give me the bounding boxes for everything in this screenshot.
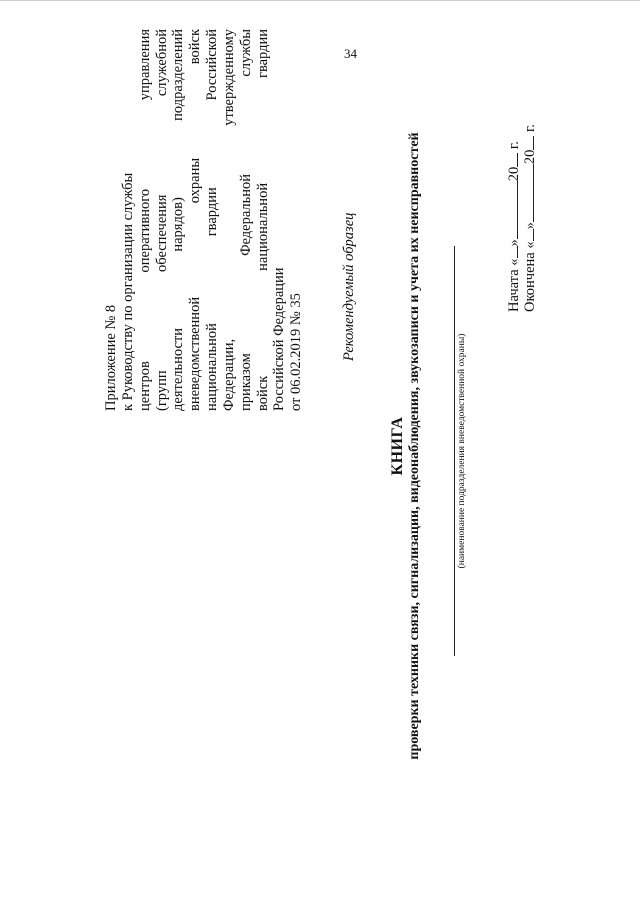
- started-month-blank: [505, 181, 518, 239]
- appendix-line: национальной гвардии Российской: [204, 29, 221, 411]
- top-border: [0, 0, 640, 1]
- rotated-page-content: [99, 6, 599, 886]
- appendix-block: [103, 29, 305, 411]
- finished-year-blank: [521, 136, 534, 150]
- finished-day-blank: [521, 229, 534, 241]
- book-title: КНИГА: [389, 416, 406, 476]
- appendix-line: к Руководству по организации службы: [119, 172, 136, 411]
- finished-month-blank: [521, 164, 534, 222]
- appendix-line: приказом Федеральной службы: [237, 29, 254, 411]
- started-year-prefix: 20: [506, 166, 522, 182]
- appendix-line: вневедомственной охраны войск: [187, 29, 204, 411]
- unit-name-line: [454, 246, 455, 656]
- finished-prefix: Окончена «: [522, 241, 538, 312]
- started-suffix: г.: [506, 141, 522, 150]
- appendix-line: центров оперативного управления: [136, 29, 153, 411]
- finished-year-prefix: 20: [522, 149, 538, 165]
- appendix-line: Приложение № 8: [103, 304, 119, 411]
- finished-date-line: [521, 124, 539, 312]
- appendix-line: войск национальной гвардии: [254, 29, 271, 411]
- appendix-line: деятельности нарядов) подразделений: [170, 29, 187, 411]
- started-year-blank: [505, 153, 518, 167]
- unit-name-caption: (наименование подразделения вневедомственной охраны): [457, 333, 467, 569]
- started-mid: »: [506, 239, 522, 247]
- appendix-line: Федерации, утвержденному: [220, 29, 237, 411]
- started-prefix: Начата «: [506, 258, 522, 312]
- finished-suffix: г.: [522, 124, 538, 133]
- finished-mid: »: [522, 222, 538, 230]
- page-number: 34: [344, 46, 357, 61]
- book-subtitle: проверки техники связи, сигнализации, видеонаблюдения, звукозаписи и учета их неисправностей: [407, 132, 422, 760]
- appendix-line: от 06.02.2019 № 35: [288, 293, 305, 411]
- appendix-line: (групп обеспечения служебной: [153, 29, 170, 411]
- started-day-blank: [505, 246, 518, 258]
- appendix-line: Российской Федерации: [271, 267, 288, 411]
- sample-label: Рекомендуемый образец: [341, 212, 357, 361]
